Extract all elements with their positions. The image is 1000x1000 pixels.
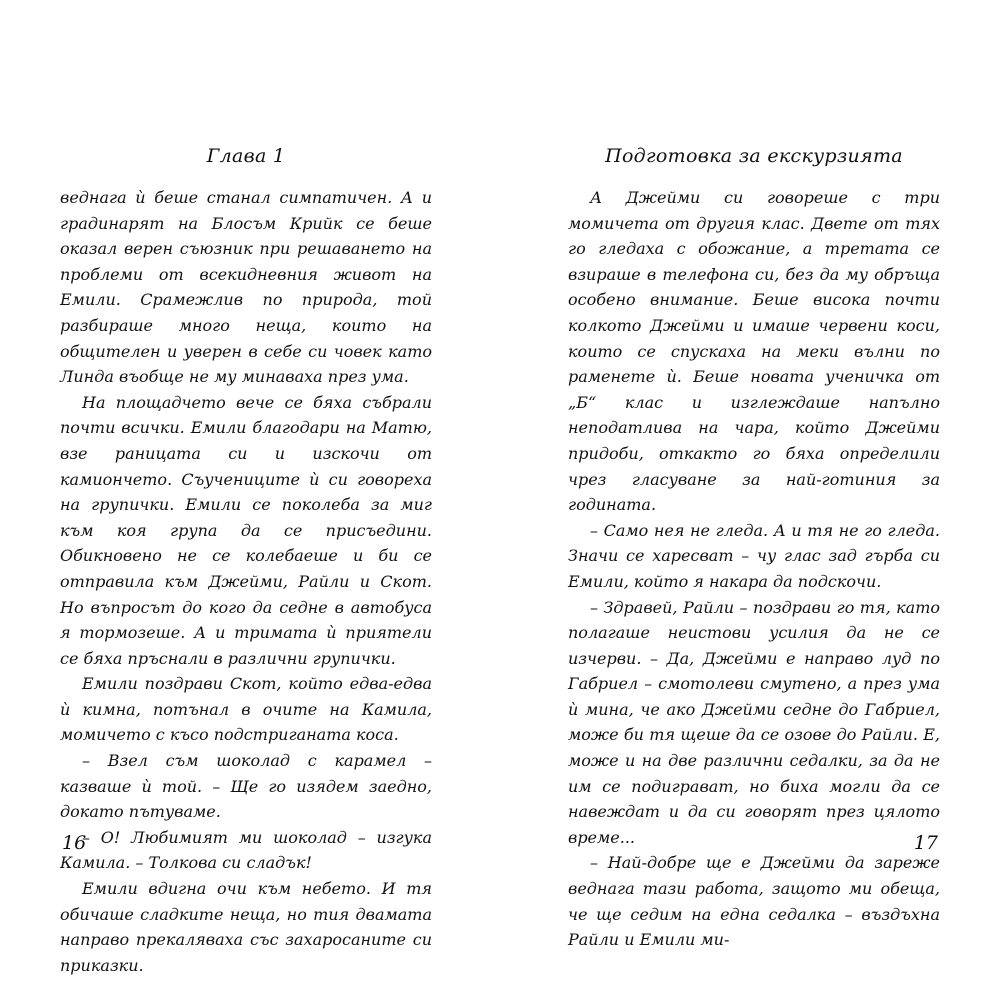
- paragraph: – Само нея не гледа. А и тя не го гледа. Значи се харесват – чу глас зад гърба си Емили, който я накара да подскочи.: [568, 520, 940, 591]
- running-header-title: Подготовка за екскурзията: [605, 145, 903, 167]
- right-page: [568, 0, 940, 1000]
- running-header-chapter: Глава 1: [206, 145, 286, 167]
- paragraph: – Здравей, Райли – поздрави го тя, като полагаше неистови усилия да не се изчерви. – Да, Джейми е направо луд по Габриел – смотолеви смутено, а през ума ѝ мина, че ако Джейми седне до Габриел, може би тя щеше да се озове до Райли. Е, може и на две различни седалки, за да не им се подиграват, но биха могли да се навеждат и да си говорят през цялото време...: [568, 597, 940, 847]
- paragraph: веднага ѝ беше станал симпатичен. А и градинарят на Блосъм Крийк се беше оказал верен съюзник при решаването на проблеми от всекидневния живот на Емили. Срамежлив по природа, той разбираше много неща, които на общителен и уверен в себе си човек като Линда въобще не му минаваха през ума.: [60, 188, 432, 387]
- page-number: 17: [913, 832, 938, 854]
- paragraph: – Взел съм шоколад с карамел – казваше ѝ той. – Ще го изядем заедно, докато пътуваме.: [60, 751, 432, 822]
- paragraph: – О! Любимият ми шоколад – изгука Камила. – Толкова си сладък!: [60, 827, 432, 873]
- paragraph: А Джейми си говореше с три момичета от другия клас. Двете от тях го гледаха с обожание, а третата се взираше в телефона си, без да му обръща особено внимание. Беше висока почти колкото Джейми и имаше червени коси, които се спускаха на меки вълни по раменете ѝ. Беше новата ученичка от „Б“ клас и изглеждаше напълно неподатлива на чара, който Джейми придоби, откакто го бяха определили чрез гласуване за най-готиния за годината.: [568, 188, 940, 515]
- left-page: [60, 0, 432, 1000]
- right-page-body: [568, 185, 940, 953]
- page-number: 16: [62, 832, 87, 854]
- paragraph: – Най-добре ще е Джейми да зареже веднага тази работа, защото ми обеща, че ще седим на една седалка – въздъхна Райли и Емили ми-: [568, 853, 940, 950]
- paragraph: Емили вдигна очи към небето. И тя обичаше сладките неща, но тия двамата направо прекаляваха със захаросаните си приказки.: [60, 879, 432, 975]
- paragraph: Емили поздрави Скот, който едва-едва ѝ кимна, потънал в очите на Камила, момичето с късо подстриганата коса.: [60, 674, 432, 745]
- paragraph: На площадчето вече се бяха събрали почти всички. Емили благодари на Матю, взе раницата си и изскочи от камиончето. Съучениците ѝ си говореха на групички. Емили се поколеба за миг към коя група да се присъедини. Обикновено не се колебаеше и би се отправила към Джейми, Райли и Скот. Но въпросът до кого да седне в автобуса я тормозеше. А и тримата ѝ приятели се бяха пръснали в различни групички.: [60, 392, 432, 668]
- left-page-body: [60, 185, 432, 978]
